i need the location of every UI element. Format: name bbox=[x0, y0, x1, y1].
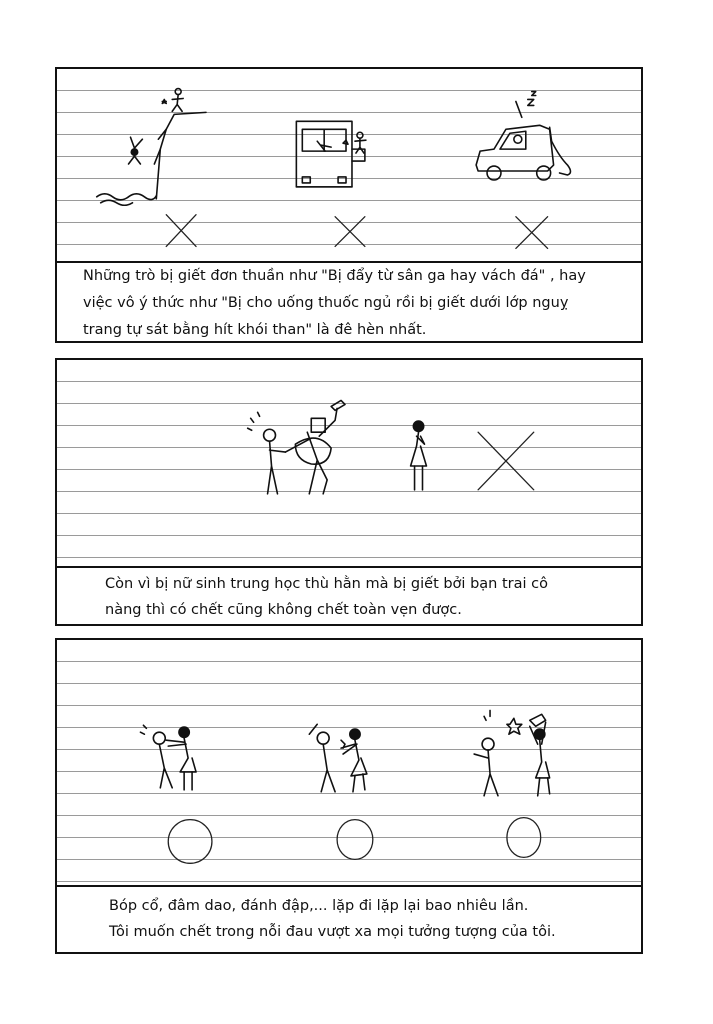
train-push-drawing bbox=[296, 121, 366, 187]
caption-line: trang tự sát bằng hít khói than" là đê hèn nhất. bbox=[83, 322, 427, 338]
o-mark bbox=[168, 820, 212, 864]
x-mark bbox=[166, 215, 196, 247]
panel-3-verdicts bbox=[168, 818, 540, 864]
caption-line: Tôi muốn chết trong nỗi đau vượt xa mọi tưởng tượng của tôi. bbox=[109, 924, 556, 940]
o-mark bbox=[337, 820, 373, 860]
beating-drawing bbox=[474, 710, 549, 795]
car-exhaust-drawing bbox=[476, 92, 570, 180]
panel-2-caption bbox=[57, 566, 641, 624]
panel-3-drawings bbox=[57, 640, 641, 890]
panel-2-drawings bbox=[57, 360, 641, 570]
panel-1 bbox=[55, 67, 643, 343]
caption-line: Những trò bị giết đơn thuần như "Bị đẩy từ sân ga hay vách đá" , hay bbox=[83, 268, 586, 284]
x-mark bbox=[516, 217, 548, 249]
strangling-drawing bbox=[140, 725, 196, 790]
schoolgirl-drawing bbox=[411, 420, 427, 490]
x-mark bbox=[335, 217, 365, 247]
panel-3 bbox=[55, 638, 643, 954]
stabbing-drawing bbox=[309, 724, 367, 792]
panel-2 bbox=[55, 358, 643, 626]
caption-line: Còn vì bị nữ sinh trung học thù hằn mà bị giết bởi bạn trai cô bbox=[105, 576, 548, 592]
caption-line: Bóp cổ, đâm dao, đánh đập,... lặp đi lặp lại bao nhiêu lần. bbox=[109, 898, 529, 914]
x-mark bbox=[478, 432, 534, 490]
panel-1-verdicts bbox=[166, 215, 547, 249]
panel-1-drawings bbox=[57, 69, 641, 269]
caption-line: việc vô ý thức như "Bị cho uống thuốc ngủ rồi bị giết dưới lớp nguỵ bbox=[83, 295, 569, 311]
caption-line: nàng thì có chết cũng không chết toàn vẹn được. bbox=[105, 602, 462, 618]
panel-3-caption bbox=[57, 885, 641, 952]
cliff-fall-drawing bbox=[97, 89, 206, 206]
o-mark bbox=[507, 818, 541, 858]
boyfriend-attack-drawing bbox=[248, 400, 345, 493]
panel-1-caption bbox=[57, 261, 641, 341]
